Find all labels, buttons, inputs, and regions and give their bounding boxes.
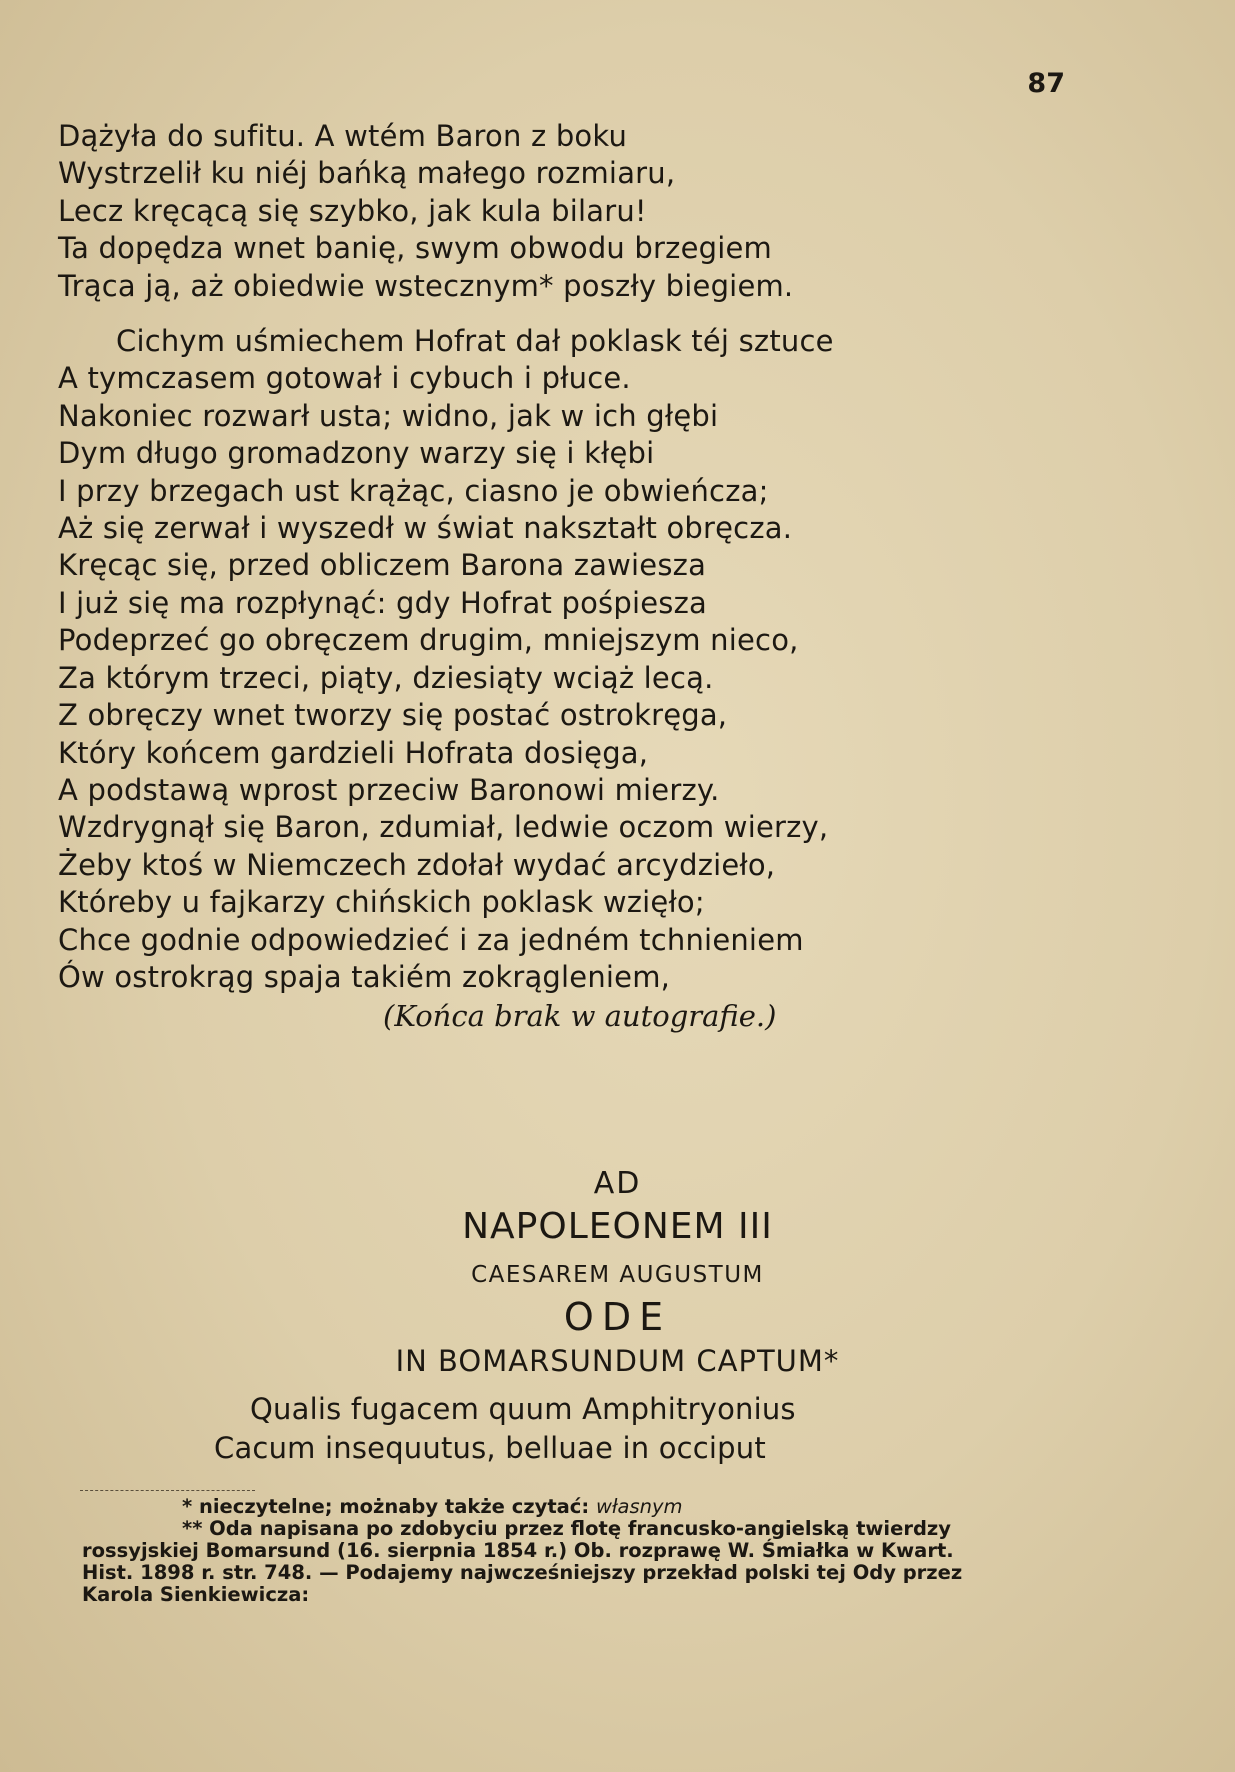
poem-line: Z obręczy wnet tworzy się postać ostrokręga, — [58, 698, 728, 733]
heading-napoleonem: NAPOLEONEM III — [462, 1206, 773, 1247]
poem-line: Cichym uśmiechem Hofrat dał poklask téj sztuce — [116, 324, 834, 359]
poem-line: Chce godnie odpowiedzieć i za jedném tchnieniem — [58, 922, 804, 957]
latin-line: Cacum insequutus, belluae in occiput — [214, 1431, 766, 1465]
latin-verse — [214, 1390, 796, 1468]
poem-line: Trąca ją, aż obiedwie wstecznym* poszły biegiem. — [58, 268, 794, 303]
footnote-2-line: Karola Sienkiewicza: — [82, 1583, 310, 1606]
poem-line: Wzdrygnął się Baron, zdumiał, ledwie oczom wierzy, — [58, 810, 829, 845]
footnote-1-word: własnym — [595, 1495, 683, 1518]
poem-line: I przy brzegach ust krążąc, ciasno je obwieńcza; — [58, 473, 769, 508]
poem-line: Ta dopędza wnet banię, swym obwodu brzegiem — [58, 231, 772, 266]
end-note: (Końca brak w autografie.) — [383, 999, 777, 1034]
heading-caesarem: CAESAREM AUGUSTUM — [471, 1262, 764, 1288]
heading-ad: AD — [593, 1166, 642, 1201]
footnote-rule — [80, 1490, 255, 1491]
poem-line: A tymczasem gotował i cybuch i płuce. — [58, 361, 631, 396]
poem-line: Ów ostrokrąg spaja takiém zokrągleniem, — [58, 959, 671, 994]
latin-line: Qualis fugacem quum Amphitryonius — [250, 1392, 796, 1426]
poem-line: Podeprzeć go obręczem drugim, mniejszym nieco, — [58, 623, 799, 658]
footnote-2-line: rossyjskiej Bomarsund (16. sierpnia 1854 r.) Ob. rozprawę W. Śmiałka w Kwart. — [82, 1539, 954, 1562]
poem-line: Żeby ktoś w Niemczech zdołał wydać arcydzieło, — [58, 847, 776, 882]
poem-line: I już się ma rozpłynąć: gdy Hofrat pośpiesza — [58, 585, 707, 620]
footnote-2-line: Hist. 1898 r. str. 748. — Podajemy najwcześniejszy przekład polski tej Ody przez — [82, 1561, 963, 1584]
poem-body — [58, 118, 1138, 1036]
poem-line: Który końcem gardzieli Hofrata dosięga, — [58, 735, 649, 770]
poem-line: Kręcąc się, przed obliczem Barona zawiesza — [58, 548, 707, 583]
poem-line: Wystrzelił ku niéj bańką małego rozmiaru, — [58, 156, 676, 191]
footnote-1 — [82, 1496, 1122, 1518]
poem-line: A podstawą wprost przeciw Baronowi mierzy. — [58, 772, 720, 807]
poem-line: Lecz kręcącą się szybko, jak kula bilaru! — [58, 193, 647, 228]
poem-line: Za którym trzeci, piąty, dziesiąty wciąż lecą. — [58, 660, 714, 695]
stanza-gap — [58, 305, 1138, 323]
footnote-1-text: * nieczytelne; możnaby także czytać: — [182, 1495, 590, 1518]
poem-line: Nakoniec rozwarł usta; widno, jak w ich głębi — [58, 398, 719, 433]
heading-ode: ODE — [563, 1295, 672, 1339]
heading-bomarsundum: IN BOMARSUNDUM CAPTUM* — [395, 1344, 840, 1378]
poem-line: Aż się zerwał i wyszedł w świat nakształt obręcza. — [58, 511, 793, 546]
footnote-2-line: ** Oda napisana po zdobyciu przez flotę francusko-angielską twierdzy — [182, 1517, 951, 1540]
poem-line: Dążyła do sufitu. A wtém Baron z boku — [58, 119, 628, 153]
page-number: 87 — [1027, 68, 1065, 99]
poem-line: Dym długo gromadzony warzy się i kłębi — [58, 436, 655, 471]
poem-line: Któreby u fajkarzy chińskich poklask wzięło; — [58, 885, 705, 920]
footnotes — [82, 1496, 1122, 1606]
